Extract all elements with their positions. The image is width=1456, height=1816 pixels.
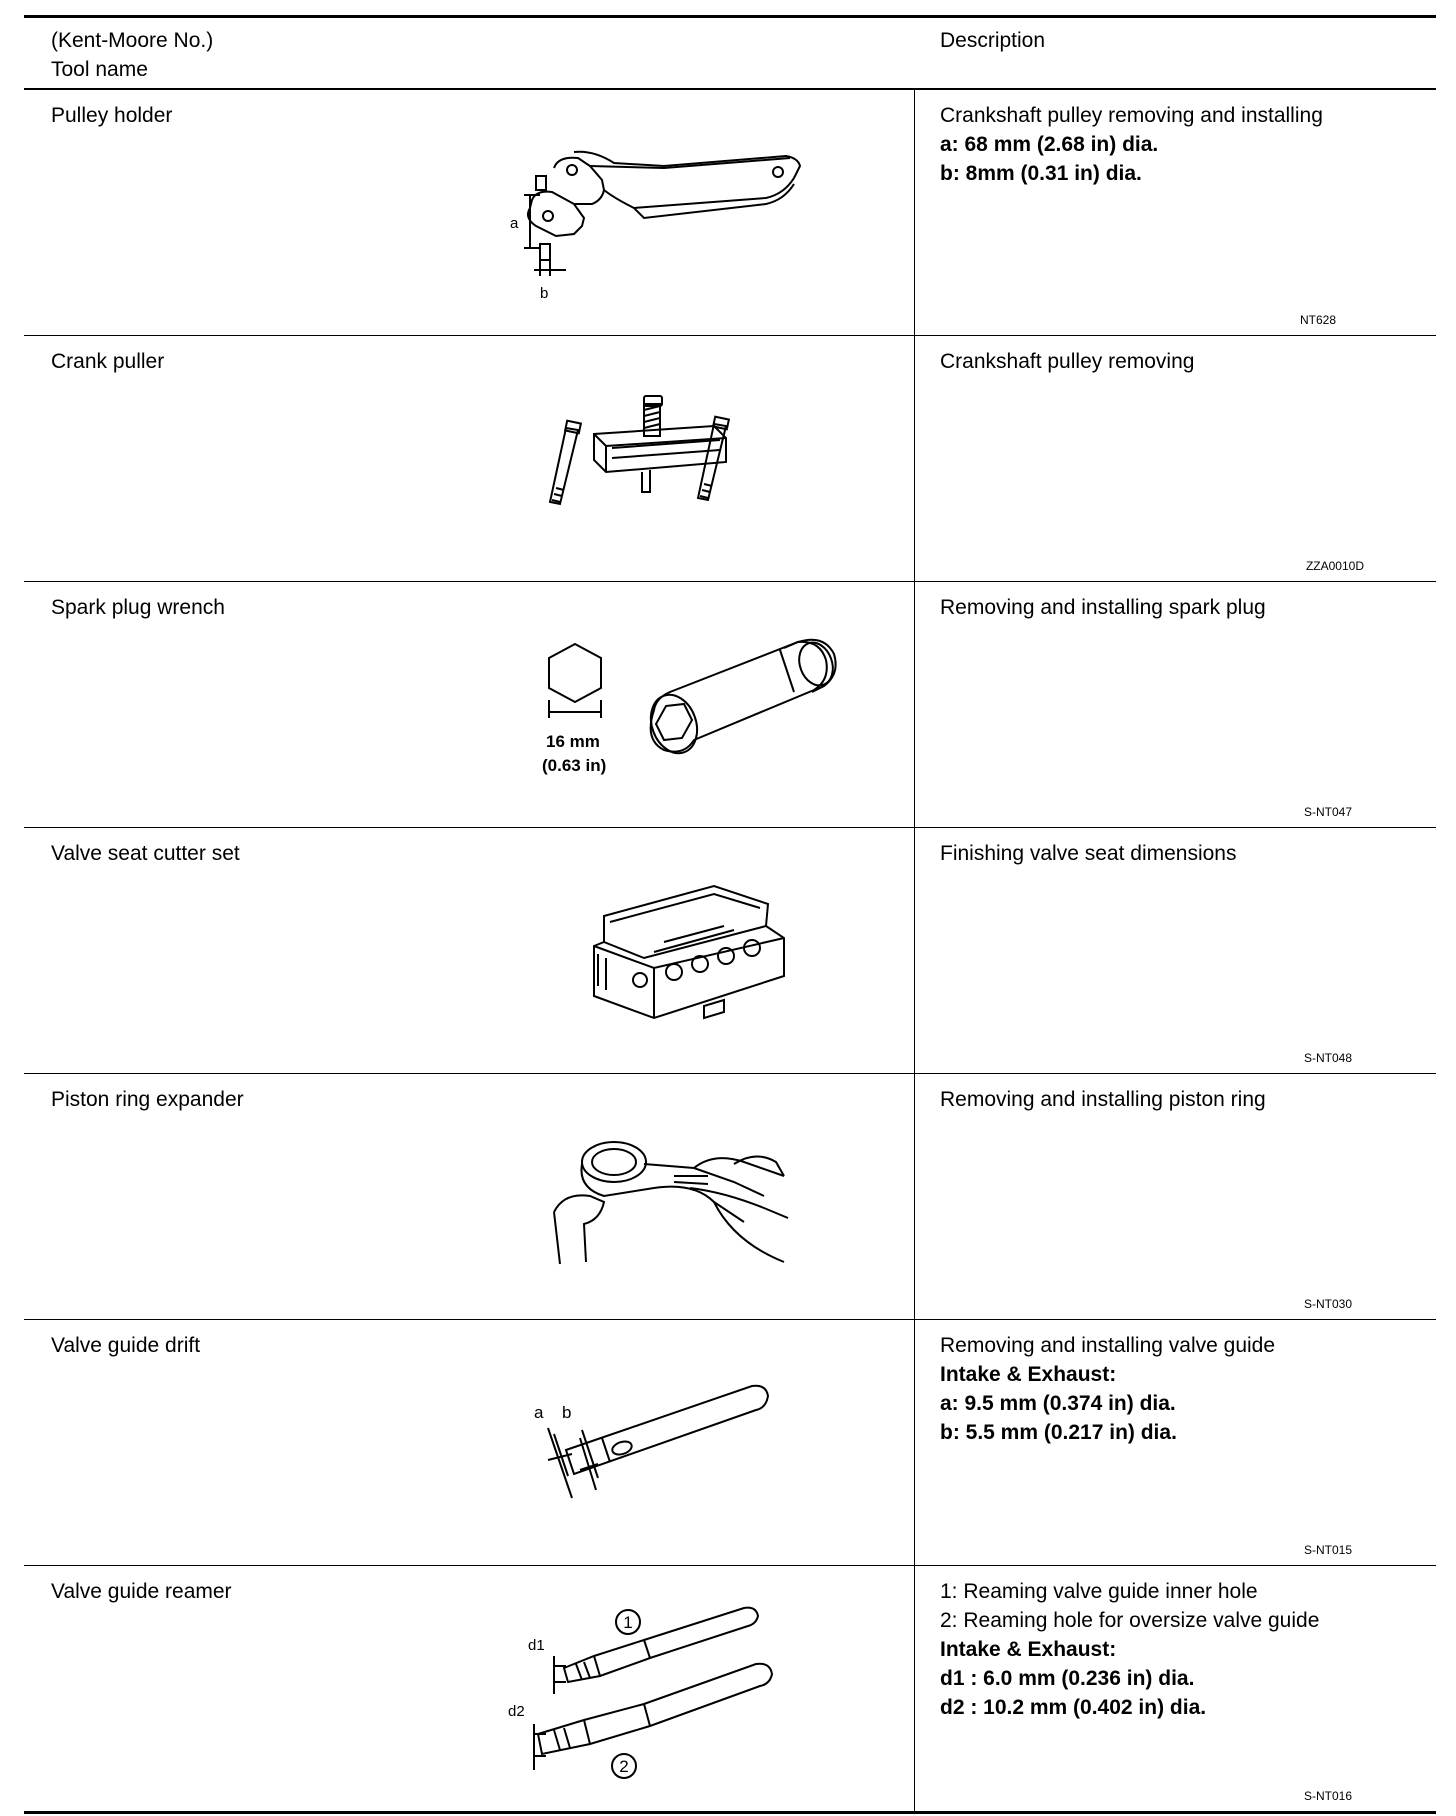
valve-seat-cutter-set-illustration xyxy=(494,846,894,1066)
header-description: Description xyxy=(940,29,1046,52)
dim-label-16mm: 16 mm xyxy=(546,732,600,751)
dim-label-d2: d2 xyxy=(508,1703,525,1720)
table-row xyxy=(24,828,1436,1074)
callout-1: 1 xyxy=(623,1613,633,1632)
tool-description xyxy=(940,1577,1410,1722)
valve-guide-drift-illustration xyxy=(494,1338,894,1558)
tool-name: Valve seat cutter set xyxy=(51,842,240,865)
table-row xyxy=(24,1320,1436,1566)
table-row xyxy=(24,90,1436,336)
tool-name: Piston ring expander xyxy=(51,1088,244,1111)
desc-line: Intake & Exhaust: xyxy=(940,1638,1117,1661)
callout-2: 2 xyxy=(619,1757,629,1776)
tool-description xyxy=(940,101,1410,188)
header-kent-moore-label: (Kent-Moore No.) xyxy=(51,29,214,52)
tool-name: Valve guide reamer xyxy=(51,1580,232,1603)
desc-line: b: 8mm (0.31 in) dia. xyxy=(940,162,1142,185)
piston-ring-expander-illustration xyxy=(494,1092,894,1312)
figure-code: S-NT048 xyxy=(1303,1051,1352,1065)
valve-guide-reamer-illustration xyxy=(494,1584,894,1804)
tool-description xyxy=(940,1331,1410,1447)
figure-code: S-NT015 xyxy=(1303,1543,1352,1557)
tool-name: Valve guide drift xyxy=(51,1334,201,1357)
tool-description xyxy=(940,347,1410,376)
table-row xyxy=(24,582,1436,828)
desc-line: Finishing valve seat dimensions xyxy=(940,842,1237,865)
header-tool-name xyxy=(51,26,213,84)
desc-line: d1 : 6.0 mm (0.236 in) dia. xyxy=(940,1667,1195,1690)
desc-line: Removing and installing spark plug xyxy=(940,596,1266,619)
tool-name: Spark plug wrench xyxy=(51,596,225,619)
tool-name: Crank puller xyxy=(51,350,165,373)
tool-table xyxy=(24,15,1436,1814)
dim-label-b: b xyxy=(540,285,549,302)
tool-description xyxy=(940,839,1410,868)
desc-line: d2 : 10.2 mm (0.402 in) dia. xyxy=(940,1696,1207,1719)
table-row xyxy=(24,336,1436,582)
desc-line: Removing and installing valve guide xyxy=(940,1334,1276,1357)
desc-line: Intake & Exhaust: xyxy=(940,1363,1117,1386)
desc-line: a: 68 mm (2.68 in) dia. xyxy=(940,133,1159,156)
tool-description xyxy=(940,593,1410,622)
desc-line: b: 5.5 mm (0.217 in) dia. xyxy=(940,1421,1177,1444)
figure-code: NT628 xyxy=(1299,313,1336,327)
figure-code: S-NT047 xyxy=(1303,805,1352,819)
figure-code: ZZA0010D xyxy=(1305,559,1364,573)
table-row xyxy=(24,1566,1436,1814)
table-row xyxy=(24,1074,1436,1320)
desc-line: Removing and installing piston ring xyxy=(940,1088,1266,1111)
figure-code: S-NT030 xyxy=(1303,1297,1352,1311)
spark-plug-wrench-illustration xyxy=(494,600,894,820)
dim-label-b: b xyxy=(562,1403,572,1422)
table-header xyxy=(24,15,1436,90)
figure-code: S-NT016 xyxy=(1303,1789,1352,1803)
desc-line: Crankshaft pulley removing xyxy=(940,350,1195,373)
dim-label-a: a xyxy=(534,1403,544,1422)
pulley-holder-illustration xyxy=(494,108,894,328)
dim-label-0-63in: (0.63 in) xyxy=(542,756,607,775)
desc-line: a: 9.5 mm (0.374 in) dia. xyxy=(940,1392,1176,1415)
crank-puller-illustration xyxy=(494,354,894,574)
desc-line: 1: Reaming valve guide inner hole xyxy=(940,1580,1258,1603)
desc-line: 2: Reaming hole for oversize valve guide xyxy=(940,1609,1320,1632)
tool-description xyxy=(940,1085,1410,1114)
dim-label-a: a xyxy=(510,215,519,232)
tool-name: Pulley holder xyxy=(51,104,173,127)
header-tool-name-label: Tool name xyxy=(51,58,148,81)
desc-line: Crankshaft pulley removing and installing xyxy=(940,104,1323,127)
dim-label-d1: d1 xyxy=(528,1637,545,1654)
